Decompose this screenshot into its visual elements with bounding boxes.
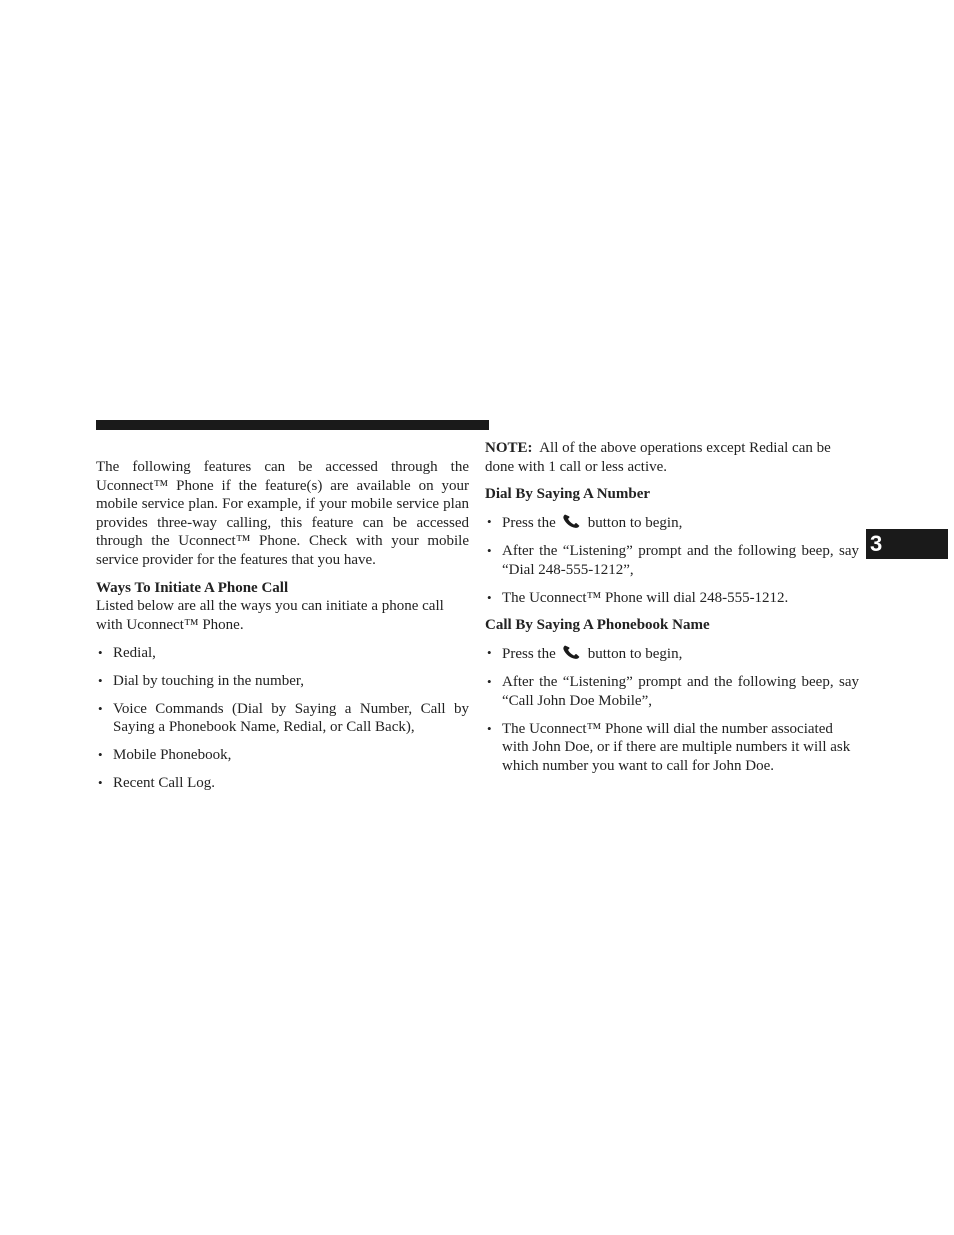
lead-paragraph: Listed below are all the ways you can initiate a phone call with Uconnect™ Phone. [96,598,444,633]
section-heading-call-by-name: Call By Saying A Phonebook Name [485,617,710,634]
phone-icon [562,513,582,529]
right-column [485,439,859,776]
list-item: • The Uconnect™ Phone will dial the number associated with John Doe, or if there are multiple numbers it will ask which number you want to call for John Doe. [485,720,859,776]
list-item: • Voice Commands (Dial by Saying a Number, Call by Saying a Phonebook Name, Redial, or Call Back), [96,700,469,737]
intro-paragraph: The following features can be accessed through the Uconnect™ Phone if the feature(s) are available on your mobile service plan. For example, if your mobile service plan provides three-way calling, this feature can be accessed through the Uconnect™ Phone. Check with your mobile service provider for the features that you have. [96,459,469,568]
list-item [485,644,859,664]
note-text: All of the above operations except Redial can be done with 1 call or less active. [485,440,831,475]
press-the-text: Press the [502,646,556,663]
list-item: • Dial by touching in the number, [96,672,469,691]
list-item: • Recent Call Log. [96,774,469,793]
section-heading-ways-to-initiate: Ways To Initiate A Phone Call [96,579,289,596]
list-item: • The Uconnect™ Phone will dial 248-555-1212. [485,589,859,608]
note-paragraph [485,439,859,476]
button-to-begin-text: button to begin, [587,646,683,663]
chapter-tab: 3 [866,529,948,559]
list-item: • Mobile Phonebook, [96,746,469,765]
list-item: • After the “Listening” prompt and the following beep, say “Dial 248-555-1212”, [485,542,859,579]
phone-icon [562,644,582,660]
list-item [485,513,859,533]
button-to-begin-text: button to begin, [587,515,683,532]
note-label: NOTE: [485,440,533,456]
call-by-name-steps [485,644,859,775]
ways-list [96,644,469,793]
dial-by-number-steps [485,513,859,607]
list-item: • Redial, [96,644,469,663]
section-heading-dial-by-number: Dial By Saying A Number [485,486,651,503]
left-column [96,458,469,793]
press-the-text: Press the [502,515,556,532]
list-item: • After the “Listening” prompt and the following beep, say “Call John Doe Mobile”, [485,673,859,710]
header-rule [96,420,489,430]
